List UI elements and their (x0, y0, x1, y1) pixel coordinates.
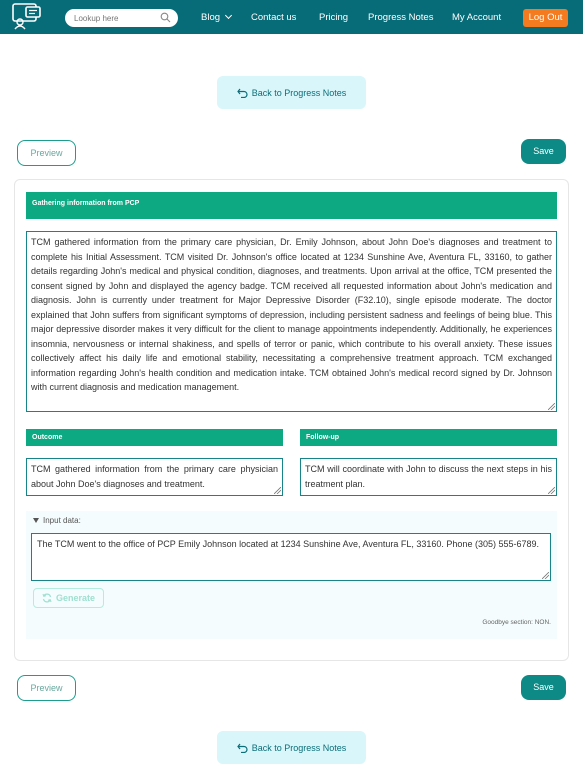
nav-item-contact-us[interactable]: Contact us (251, 12, 297, 23)
top-navbar (0, 0, 583, 34)
refresh-icon (42, 593, 52, 603)
follow-up-text: TCM will coordinate with John to discuss the next steps in his treatment plan. (305, 464, 552, 489)
back-button-label: Back to Progress Notes (251, 742, 347, 753)
goodbye-section-note: Goodbye section: NON. (482, 619, 551, 626)
logo-icon[interactable] (12, 3, 42, 30)
gathering-info-textarea[interactable] (26, 231, 557, 412)
undo-arrow-icon (237, 742, 248, 753)
back-to-progress-notes-button[interactable] (217, 76, 366, 109)
section-title-gathering-info: Gathering information from PCP (26, 192, 557, 219)
preview-button[interactable]: Preview (17, 140, 76, 166)
search-input[interactable] (74, 11, 159, 25)
resize-grip-icon[interactable] (542, 572, 549, 579)
undo-arrow-icon (237, 87, 248, 98)
section-title-follow-up: Follow-up (300, 429, 557, 446)
chevron-down-icon (225, 12, 232, 19)
resize-grip-icon[interactable] (548, 487, 555, 494)
nav-item-blog[interactable] (201, 12, 231, 23)
search-icon[interactable] (160, 12, 171, 23)
input-data-label: Input data: (43, 516, 81, 525)
generate-button[interactable] (33, 588, 104, 608)
preview-button[interactable]: Preview (17, 675, 76, 701)
generate-label: Generate (55, 593, 96, 603)
section-title-outcome: Outcome (26, 429, 283, 446)
outcome-text: TCM gathered information from the primary care physician about John Doe's diagnoses and treatment. (31, 464, 278, 489)
save-button[interactable]: Save (521, 139, 566, 164)
follow-up-textarea[interactable] (300, 458, 557, 496)
gathering-info-text: TCM gathered information from the primary care physician, Dr. Emily Johnson, about John Doe's diagnoses and treatment to complete his Initial Assessment. TCM visited Dr. Johnson's office located at 1234 Sunshine Ave, Aventura FL, 33160, to gather details regarding John's medical and physical condition, diagnoses, and treatments. Upon arrival at the office, TCM presented the consent signed by John and displayed the agency badge. TCM received all requested information about John's medication and diagnosis. John is currently under treatment for Major Depressive Disorder (F32.10), single episode moderate. The doctor explained that John suffers from significant symptoms of depression, including persistent sadness and feelings of being blue. This major depressive disorder makes it very difficult for the client to manage appointments independently. Additionally, he experiences insomnia, nervousness or internal shakiness, and spells of terror or panic, which contribute to his overall anxiety. These issues collectively affect his daily life and emotional stability, necessitating a comprehensive treatment approach. TCM exchanged information regarding John's health condition and medication intake. TCM obtained John's medical record signed by Dr. Johnson with current diagnosis and medication management. (31, 237, 552, 392)
input-data-textarea[interactable] (31, 533, 551, 581)
back-to-progress-notes-button[interactable] (217, 731, 366, 764)
input-data-toggle[interactable] (33, 516, 81, 525)
nav-item-pricing[interactable]: Pricing (319, 12, 349, 23)
search-box[interactable] (65, 9, 178, 27)
input-data-text: The TCM went to the office of PCP Emily Johnson located at 1234 Sunshine Ave, Aventura FL, 33160. Phone (305) 555-6789. (37, 539, 539, 549)
triangle-down-icon (33, 518, 39, 523)
outcome-textarea[interactable] (26, 458, 283, 496)
resize-grip-icon[interactable] (274, 487, 281, 494)
logout-button[interactable]: Log Out (523, 9, 568, 27)
save-button[interactable]: Save (521, 675, 566, 700)
back-button-label: Back to Progress Notes (251, 87, 347, 98)
nav-item-my-account[interactable]: My Account (452, 12, 502, 23)
nav-item-label: Blog (201, 12, 221, 23)
nav-item-progress-notes[interactable]: Progress Notes (368, 12, 434, 23)
resize-grip-icon[interactable] (548, 403, 555, 410)
